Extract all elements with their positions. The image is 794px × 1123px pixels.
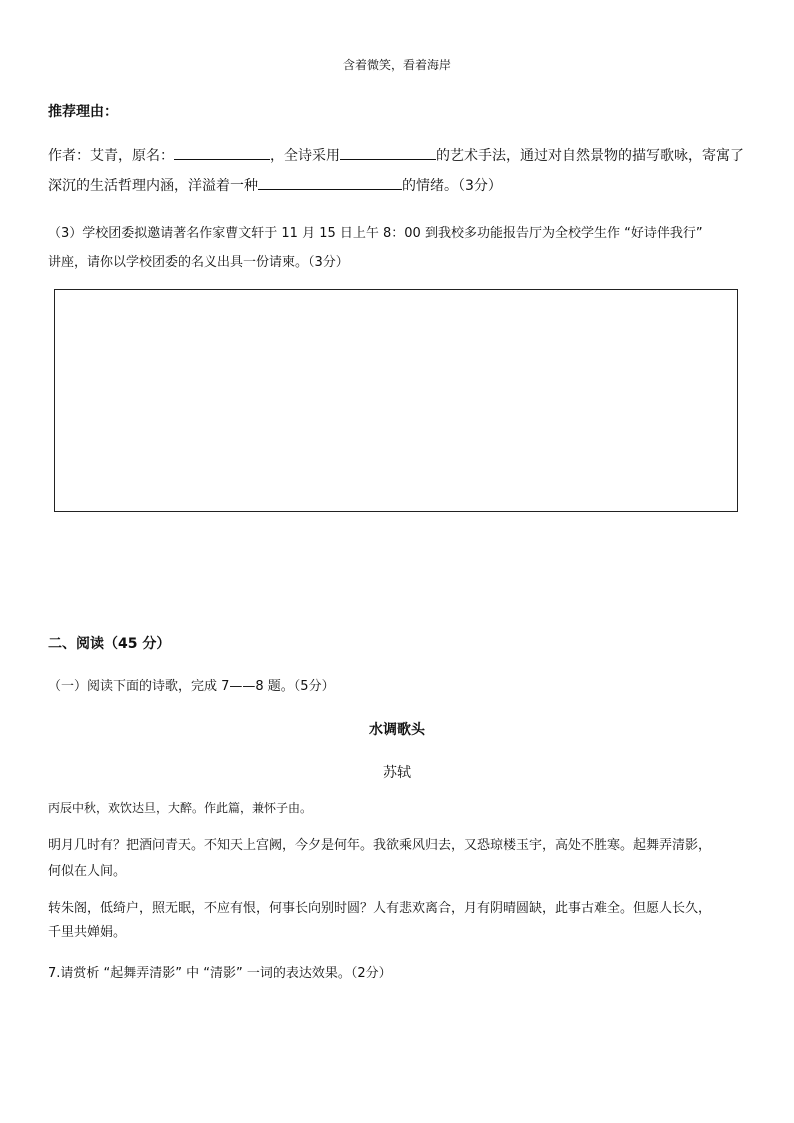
poem-stanza-2-line-2: 千里共婵娟。	[48, 925, 127, 940]
poem-stanza-2-line-1: 转朱阁，低绮户，照无眠，不应有恨，何事长向别时圆？人有悲欢离合，月有阴晴圆缺，此事古难全。但愿人长久，	[48, 901, 712, 916]
poem-title: 水调歌头	[369, 722, 425, 738]
recommend-line1-part-b: ，全诗采用	[270, 148, 340, 164]
recommend-heading: 推荐理由：	[48, 104, 118, 120]
answer-box[interactable]	[54, 289, 738, 512]
blank-emotion[interactable]	[258, 177, 402, 190]
poem-stanza-1-line-2: 何似在人间。	[48, 864, 127, 879]
poem-preface: 丙辰中秋，欢饮达旦，大醉。作此篇，兼怀子由。	[48, 801, 313, 815]
recommend-line2-part-b: 的情绪。（3分）	[402, 178, 502, 194]
blank-art-technique[interactable]	[340, 147, 436, 160]
recommend-line1-part-c: 的艺术手法，通过对自然景物的描写歌咏，寄寓了	[436, 148, 744, 164]
poem-author: 苏轼	[383, 765, 411, 781]
page-header-motto: 含着微笑，看着海岸	[342, 58, 451, 72]
question-3-line-1: （3）学校团委拟邀请著名作家曹文轩于 11 月 15 日上午 8：00 到我校多功能报告厅为全校学生作 “好诗伴我行”	[48, 226, 703, 241]
recommend-line2-part-a: 深沉的生活哲理内涵，洋溢着一种	[48, 178, 258, 194]
question-7: 7.请赏析 “起舞弄清影” 中 “清影” 一词的表达效果。（2分）	[48, 966, 392, 981]
recommend-line1-part-a: 作者：艾青，原名：	[48, 148, 174, 164]
question-3-line-2: 讲座，请你以学校团委的名义出具一份请柬。（3分）	[48, 255, 349, 270]
recommend-line-1	[48, 145, 744, 165]
section-2-part-1-instruction: （一）阅读下面的诗歌，完成 7——8 题。（5分）	[48, 679, 335, 694]
recommend-line-2	[48, 175, 502, 195]
poem-stanza-1-line-1: 明月几时有？把酒问青天。不知天上宫阙，今夕是何年。我欲乘风归去，又恐琼楼玉宇，高处不胜寒。起舞弄清影，	[48, 838, 712, 853]
section-2-heading: 二、阅读（45 分）	[48, 636, 171, 652]
blank-original-name[interactable]	[174, 147, 270, 160]
